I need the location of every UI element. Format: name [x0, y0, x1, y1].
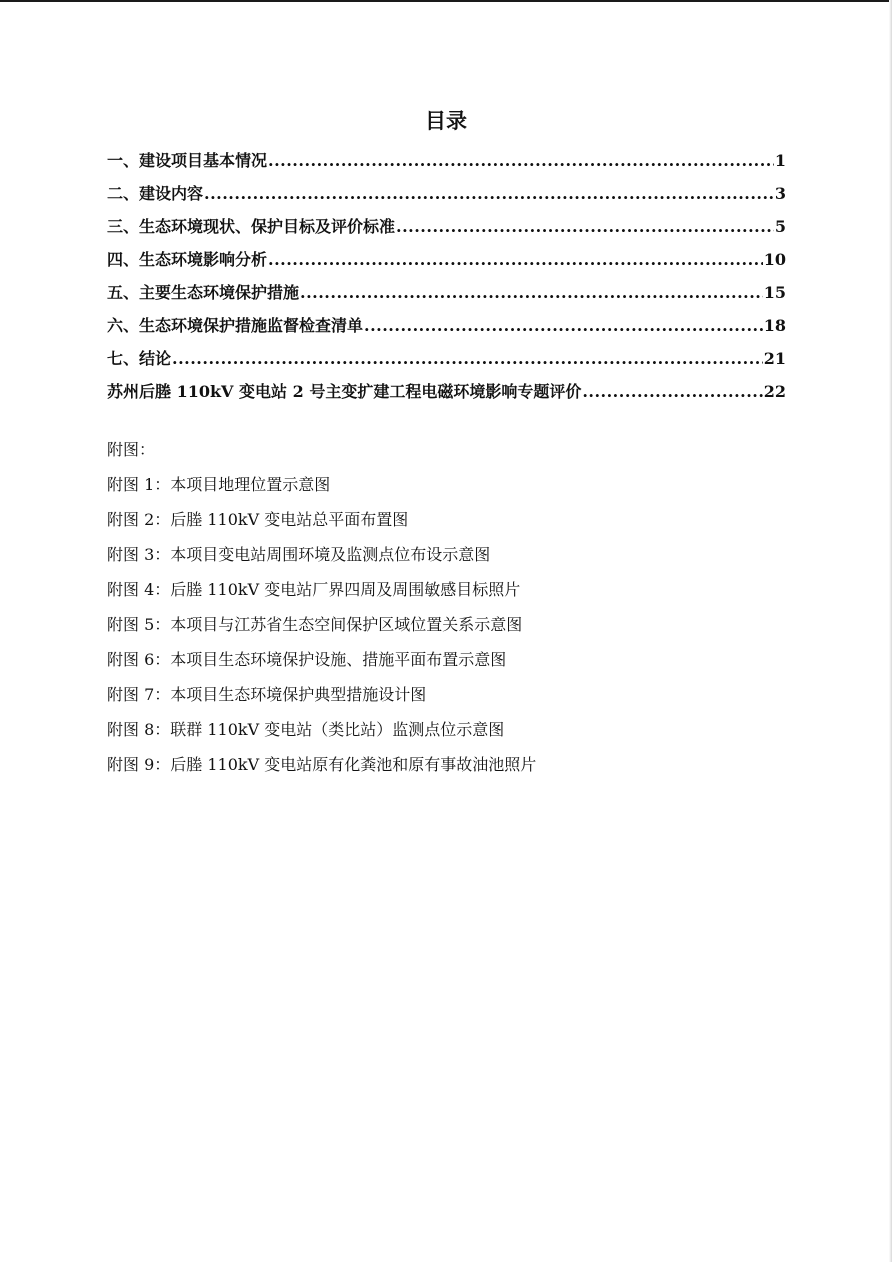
toc-dot-leader	[172, 349, 763, 368]
toc-entry[interactable]	[107, 280, 786, 313]
toc-dot-leader	[268, 151, 774, 170]
toc-entry-page: 10	[763, 250, 786, 269]
toc-dot-leader	[268, 250, 763, 269]
toc-entry-page: 18	[763, 316, 786, 335]
toc-dot-leader	[300, 283, 763, 302]
appendix-figures-section	[107, 438, 807, 788]
toc-dot-leader	[364, 316, 763, 335]
toc-entry-page: 22	[763, 382, 786, 401]
appendix-figure-item: 附图 6：本项目生态环境保护设施、措施平面布置示意图	[107, 650, 507, 669]
appendix-figure-item: 附图 1：本项目地理位置示意图	[107, 475, 331, 494]
toc-title: 目录	[425, 108, 467, 133]
appendix-figure-item: 附图 4：后塍 110kV 变电站厂界四周及周围敏感目标照片	[107, 580, 521, 599]
toc-entry-label: 四、生态环境影响分析	[107, 250, 268, 269]
toc-entry-page: 5	[774, 217, 786, 236]
appendix-figure-item: 附图 2：后塍 110kV 变电站总平面布置图	[107, 510, 409, 529]
appendix-figure-item: 附图 5：本项目与江苏省生态空间保护区域位置关系示意图	[107, 615, 523, 634]
toc-dot-leader	[204, 184, 774, 203]
toc-entry-label: 五、主要生态环境保护措施	[107, 283, 300, 302]
appendix-figure-item: 附图 3：本项目变电站周围环境及监测点位布设示意图	[107, 545, 491, 564]
toc-entry-label: 二、建设内容	[107, 184, 204, 203]
toc-entry[interactable]	[107, 346, 786, 379]
toc-entry-label: 一、建设项目基本情况	[107, 151, 268, 170]
appendix-figure-list	[107, 473, 807, 777]
toc-entry[interactable]	[107, 148, 786, 181]
toc-list	[107, 148, 786, 412]
toc-entry-page: 21	[763, 349, 786, 368]
toc-entry[interactable]	[107, 379, 786, 412]
appendix-figure-item: 附图 8：联群 110kV 变电站（类比站）监测点位示意图	[107, 720, 505, 739]
toc-dot-leader	[582, 382, 762, 401]
toc-dot-leader	[396, 217, 774, 236]
toc-entry[interactable]	[107, 214, 786, 247]
toc-entry-label: 苏州后塍 110kV 变电站 2 号主变扩建工程电磁环境影响专题评价	[107, 382, 582, 401]
toc-entry[interactable]	[107, 313, 786, 346]
appendix-heading: 附图：	[107, 440, 156, 459]
appendix-figure-item: 附图 7：本项目生态环境保护典型措施设计图	[107, 685, 427, 704]
toc-entry[interactable]	[107, 181, 786, 214]
toc-entry-page: 15	[763, 283, 786, 302]
toc-entry-label: 七、结论	[107, 349, 172, 368]
toc-entry-page: 1	[774, 151, 786, 170]
toc-entry-page: 3	[774, 184, 786, 203]
toc-entry-label: 六、生态环境保护措施监督检查清单	[107, 316, 364, 335]
appendix-figure-item: 附图 9：后塍 110kV 变电站原有化粪池和原有事故油池照片	[107, 755, 537, 774]
toc-entry-label: 三、生态环境现状、保护目标及评价标准	[107, 217, 396, 236]
toc-entry[interactable]	[107, 247, 786, 280]
page-top-border	[0, 0, 892, 2]
